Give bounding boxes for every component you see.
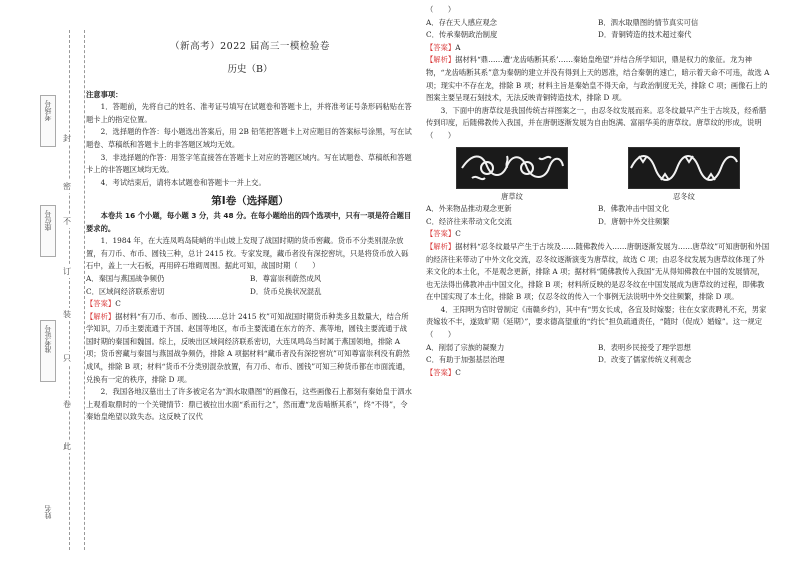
question-1-analysis	[86, 311, 414, 387]
question-2-blank: （ ）	[426, 5, 456, 14]
question-2-stem: 2．我国各地汉墓出土了许多被定名为“泗水取鼎图”的画像石，这些画像石上都刻有秦始皇于泗水上观看取鼎时的一个关键情节：鼎已被拉出水面“系而行之”，然而遭“龙齿啮断其系”，终“不得”，令秦始皇绝望以致失态。这反映了汉代	[86, 387, 412, 422]
left-column	[86, 0, 414, 424]
answer-tag: 【答案】	[426, 42, 456, 52]
question-2-options	[426, 17, 770, 42]
question-2-answer	[426, 42, 770, 55]
seal-char: 订	[63, 267, 71, 276]
question-3-stem: 3．下面中的唐草纹是我国传统吉祥图案之一，由忍冬纹发展而来。忍冬纹最早产生于古埃及，经希腊传到印度，后随佛教传入我国，并在唐朝逐渐发展为自由饱满、富丽华美的唐草纹。唐草纹的形成，说明（ ）	[426, 105, 767, 140]
option-b: B．佛教冲击中国文化	[598, 204, 670, 214]
section-title: 第Ⅰ卷（选择题）	[211, 195, 289, 208]
section-desc: 本卷共 16 个小题，每小题 3 分，共 48 分。在每小题给出的四个选项中，只有一项是符合题目要求的。	[86, 210, 412, 233]
field-label-id: 准考证号	[44, 325, 52, 353]
option-b: B．泗水取鼎图的情节真实可信	[598, 17, 699, 27]
question-3-analysis	[426, 241, 770, 304]
question-3-options	[426, 203, 770, 228]
option-b: B．表明乡民接受了理学思想	[598, 342, 691, 352]
question-4-stem: 4．王阳明为官时曾制定《南赣乡约》，其中有“男女长成，各宜及时嫁娶；往在女家责聘礼不充，男家责嫁妆不丰，遂致旷期（延期）”，要求德高望重的“约长”担负疏通责任，“随时（促成）婚嫁”。这一规定（ ）	[426, 304, 767, 340]
answer-value: A	[455, 42, 461, 52]
question-1-answer	[86, 298, 414, 311]
field-label-exam-room: 考场号	[44, 100, 52, 121]
seal-char: 此	[63, 442, 71, 451]
seal-char: 封	[63, 134, 71, 143]
answer-tag: 【答案】	[86, 299, 116, 309]
dashed-line	[84, 30, 85, 550]
notice-item: 3．非选择题的作答：用签字笔直接答在答题卡上对应的答题区域内。写在试题卷、草稿纸和答题卡上的非答题区域均无效。	[86, 152, 412, 175]
tang-grass-pattern-image	[456, 147, 568, 189]
image-caption: 唐草纹	[501, 191, 523, 201]
image-caption: 忍冬纹	[673, 191, 695, 201]
option-c: C．传承秦朝政治制度	[426, 30, 498, 40]
binding-margin	[0, 0, 100, 562]
option-d: D．青铜铸造的技术超过秦代	[598, 30, 692, 40]
field-label-seat: 座位号	[44, 210, 52, 231]
notice-item: 2．选择题的作答：每小题选出答案后，用 2B 铅笔把答题卡上对应题目的答案标号涂黑，写在试题卷、草稿纸和答题卡上的非答题区域均无效。	[86, 127, 412, 149]
notice-item: 1．答题前，先将自己的姓名、准考证号填写在试题卷和答题卡上，并将准考证号条形码粘贴在答题卡上的指定位置。	[86, 102, 412, 124]
analysis-tag: 【解析】	[426, 241, 456, 251]
option-a: A．削弱了宗族的凝聚力	[426, 342, 505, 352]
question-1-stem: 1．1984 年，在大连凤鸣岛陡峭的半山坡上发现了战国时期的货币窖藏。货币不分类别混杂放置，有刀币、布币、圆钱三种，总计 2415 枚。专家发现，藏币者没有深挖窖坑，只是将货币放入砾石中，盖上一大石板，再用碎石堆砌周围。据此可知，战国时期（ ）	[86, 236, 409, 271]
option-b: B．尊富崇利蔚然成风	[250, 273, 322, 283]
seal-char: 不	[63, 217, 71, 226]
question-4-options	[426, 342, 770, 367]
honeysuckle-pattern-image	[628, 147, 740, 189]
answer-value: C	[455, 367, 461, 377]
seal-char: 密	[63, 182, 71, 191]
question-3-answer	[426, 228, 770, 241]
question-1-options	[86, 273, 414, 298]
seal-char: 只	[63, 354, 71, 363]
page-subtitle: 历史（B）	[227, 64, 273, 75]
right-column	[426, 0, 770, 379]
field-label-name: 姓名	[44, 505, 52, 519]
option-d: D．货币兑换状况混乱	[250, 286, 322, 296]
answer-tag: 【答案】	[426, 367, 456, 377]
answer-value: C	[455, 229, 461, 239]
option-c: C．区域间经济联系密切	[86, 286, 165, 296]
option-a: A．外来物品推动观念更新	[426, 204, 512, 214]
option-c: C．有助于加强基层治理	[426, 355, 505, 365]
dashed-line	[69, 30, 70, 550]
seal-char: 卷	[63, 400, 71, 409]
page-title: （新高考）2022 届高三一模检验卷	[170, 41, 330, 52]
question-2-analysis	[426, 54, 770, 104]
option-a: A．秦国与燕国战争频仍	[86, 273, 165, 283]
question-4-answer	[426, 367, 770, 380]
option-d: D．唐朝中外交往频繁	[598, 216, 670, 226]
analysis-text: 据材料“忍冬纹最早产生于古埃及……随佛教传入……唐朝逐渐发展为……唐草纹”可知唐朝和外国的经济往来带动了中外文化交流，忍冬纹逐渐演变为唐草纹，故选 C 项；由忍冬纹发展为唐草纹体现了外来文化的本土化，不是观念更新，排除 A 项；据材料“随佛教传入我国”无从得知佛教在中国的发展情况，也无法得出佛教冲击中国文化，排除 B 项；材料所反映的是忍冬纹在中国发展成为唐草纹的过程，即佛教在中国实现了本土化，排除 B 项；仅忍冬纹的传入一个事例无法说明中外交往频繁，排除 D 项。	[426, 241, 770, 302]
analysis-text: 据材料“鼎……遭‘龙齿啮断其系’……秦始皇绝望”并结合所学知识，鼎是权力的象征。龙为神物，“龙齿啮断其系”意为秦朝的建立并没有得到上天的恩准，结合秦朝的速亡，暗示着天命不可违，故选 A 项；现实中不存在龙，排除 B 项；材料主旨是秦始皇不得天命，与政治制度无关，排除 C 项；画像石上的图案主要呈现石刻技术，无法反映青铜铸造技术，排除 D 项。	[426, 55, 770, 103]
seal-char: 装	[63, 310, 71, 319]
analysis-tag: 【解析】	[426, 55, 456, 65]
option-d: D．改变了儒家传统义利观念	[598, 355, 692, 365]
answer-tag: 【答案】	[426, 229, 456, 239]
option-c: C．经济往来带动文化交流	[426, 216, 512, 226]
analysis-tag: 【解析】	[86, 311, 116, 321]
answer-value: C	[115, 299, 121, 309]
question-3-images	[426, 147, 770, 189]
analysis-text: 据材料“有刀币、布币、圆钱……总计 2415 枚”可知战国时期货币种类多且数量大，结合所学知识，刀币主要流通于齐国、赵国等地区，布币主要流通在东方的齐、燕等地，圆钱主要流通于战国时期的秦国和魏国。综上，反映出区域间经济联系密切，大连凤鸣岛当时属于燕国领地，排除 A 项；货币窖藏与秦国与燕国战争频仍，排除 A 项据材料“藏币者没有深挖窖坑”可知尊富崇利没有蔚然成风，排除 B 项；材料“货币不分类别混杂放置，有刀币、布币、圆钱”可知三种货币都在市面流通，兑换有一定的秩序，排除 D 项。	[86, 311, 410, 384]
question-3-captions	[426, 191, 770, 204]
option-a: A．存在天人感应观念	[426, 17, 497, 27]
notice-heading: 注意事项：	[86, 89, 123, 99]
notice-item: 4．考试结束后，请将本试题卷和答题卡一并上交。	[100, 177, 266, 187]
